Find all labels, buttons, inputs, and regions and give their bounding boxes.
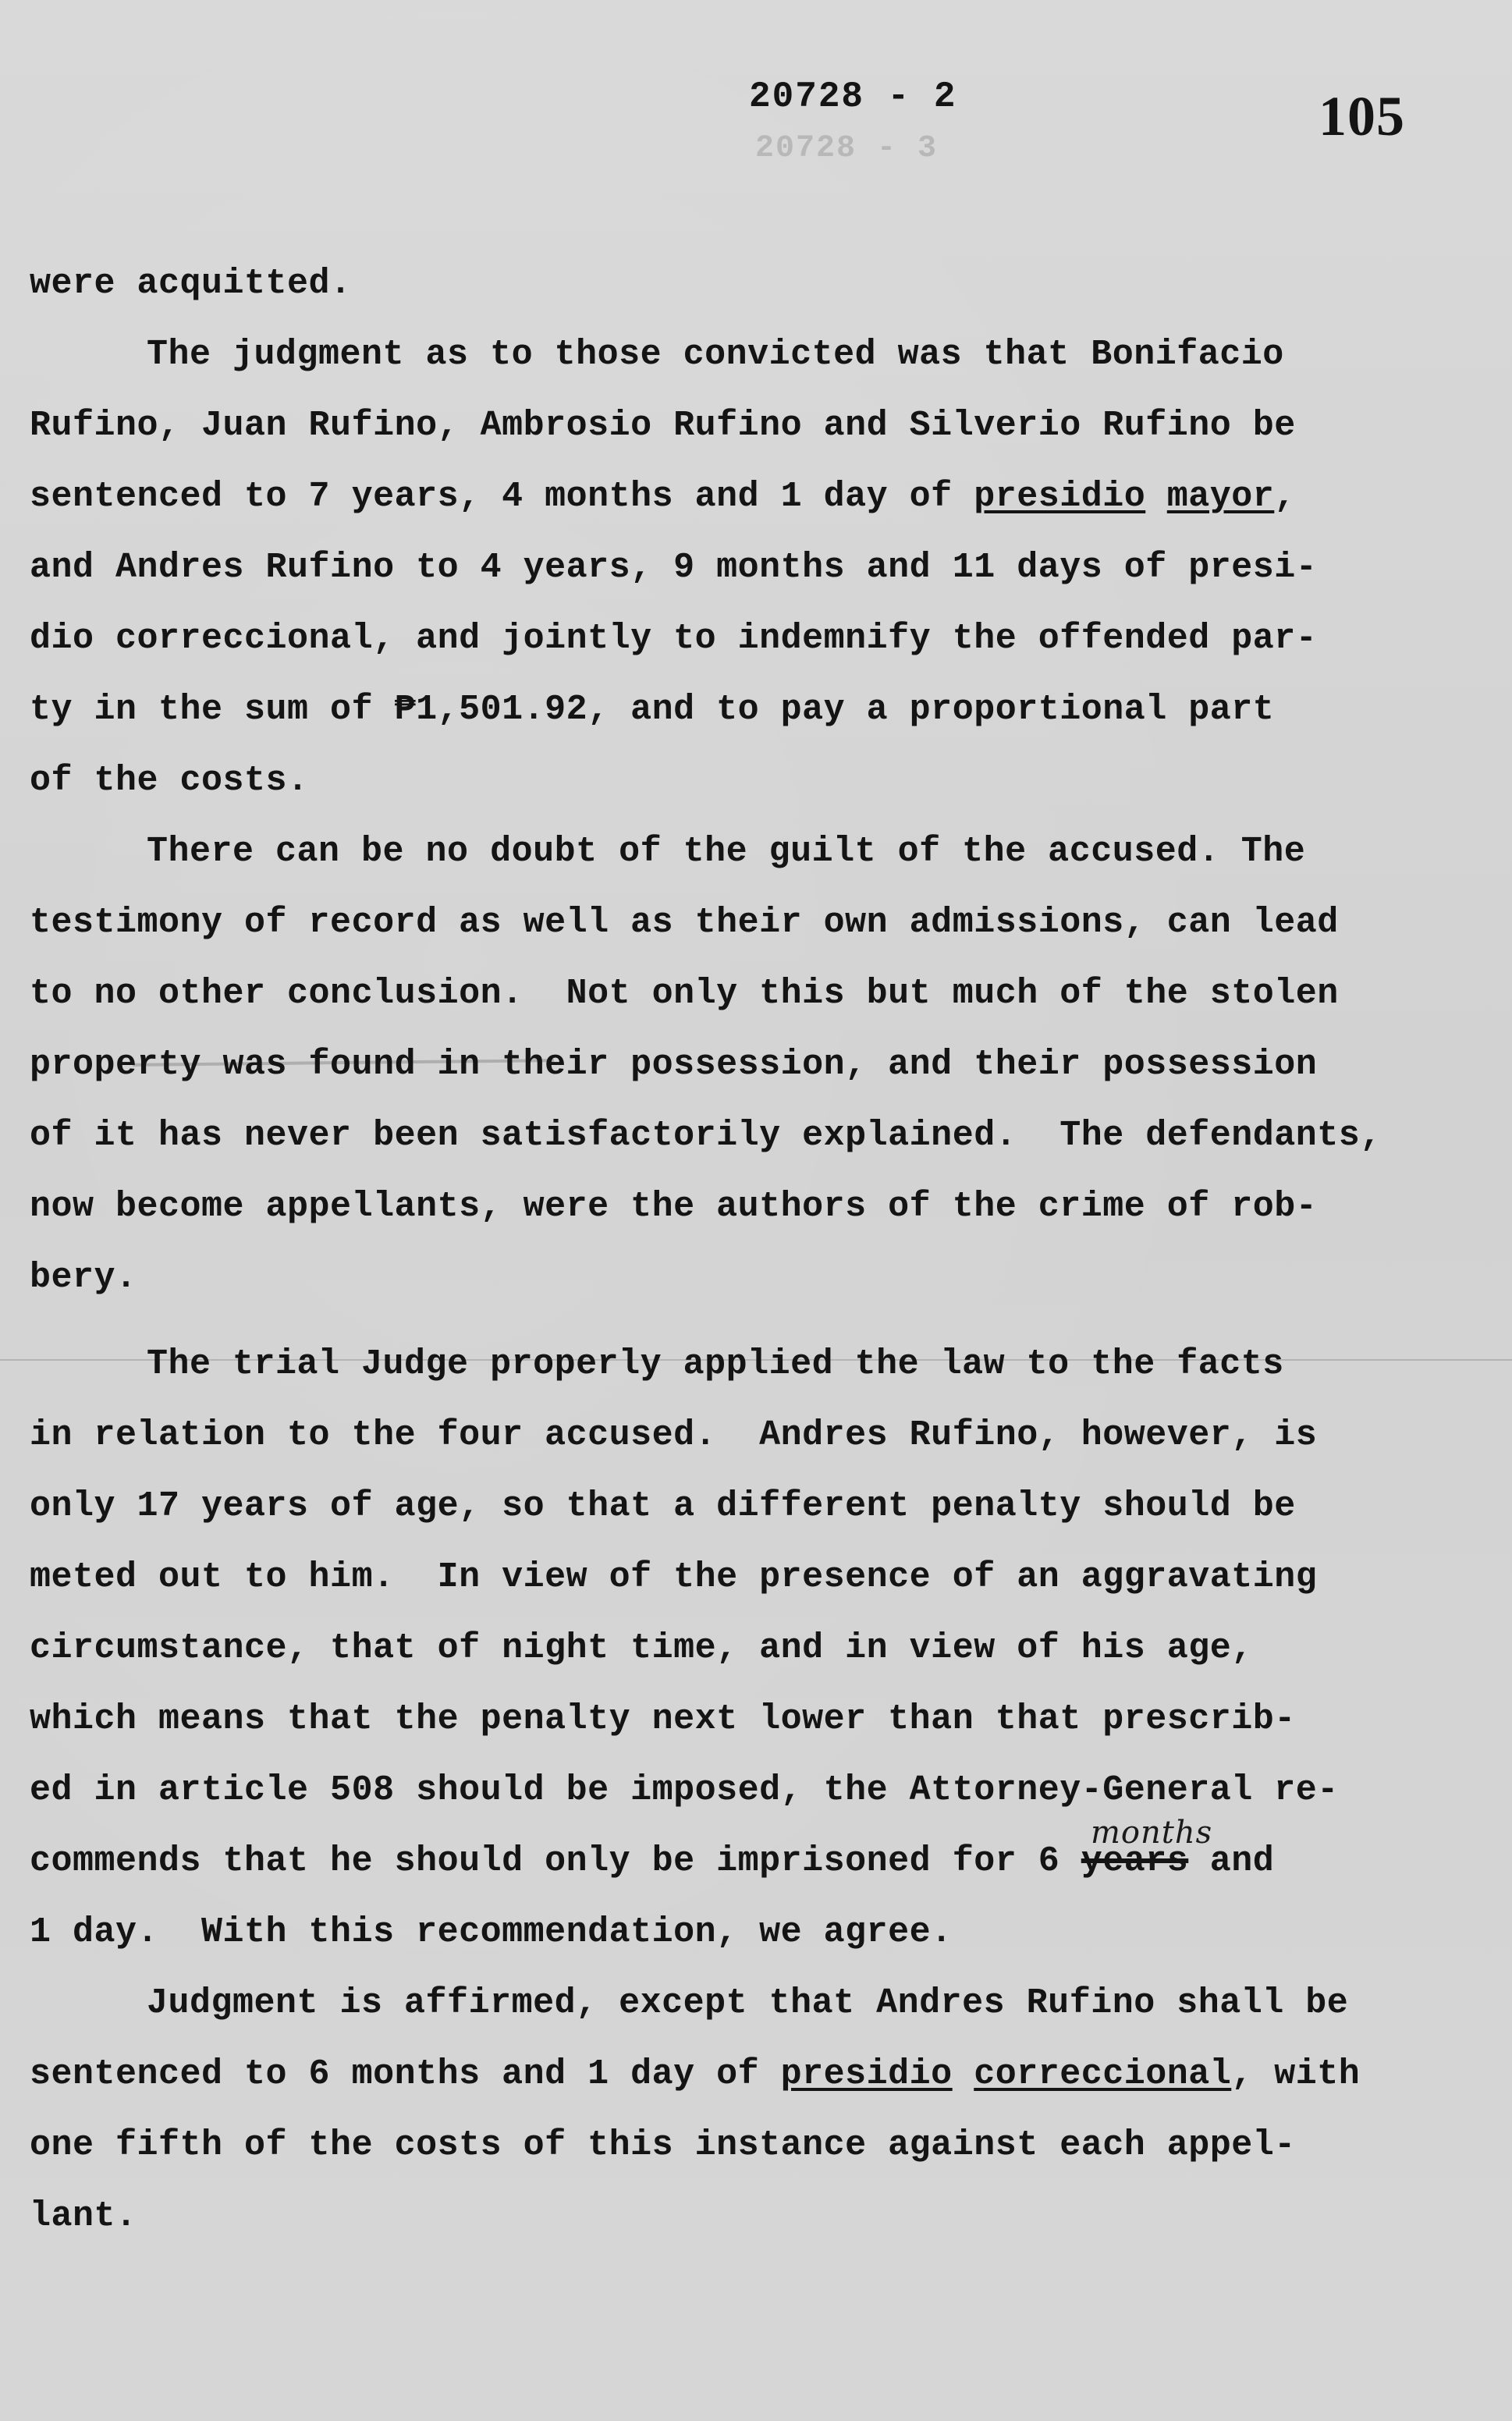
text-line: Rufino, Juan Rufino, Ambrosio Rufino and Silverio Rufino be <box>30 406 1296 446</box>
text-line: lant. <box>30 2196 137 2236</box>
text-span: sentenced to 7 years, 4 months and 1 day of <box>30 477 974 517</box>
text-line: one fifth of the costs of this instance against each appel- <box>30 2125 1296 2165</box>
text-span: , with <box>1231 2054 1361 2094</box>
text-span: and <box>1188 1841 1275 1881</box>
text-line: in relation to the four accused. Andres Rufino, however, is <box>30 1415 1318 1455</box>
paragraph-gap <box>30 1313 1387 1329</box>
text-span: sentenced to 6 months and 1 day of <box>30 2054 781 2094</box>
text-line: to no other conclusion. Not only this but much of the stolen <box>30 974 1339 1013</box>
underlined-term: mayor <box>1166 477 1275 517</box>
text-line: testimony of record as well as their own admissions, can lead <box>30 903 1339 942</box>
text-line <box>30 1815 1387 1897</box>
text-line: ty in the sum of ₱1,501.92, and to pay a proportional part <box>30 690 1275 729</box>
text-line: of it has never been satisfactorily explained. The defendants, <box>30 1116 1382 1155</box>
text-span: commends that he should only be imprisoned for 6 <box>30 1841 1081 1881</box>
text-line: property was found in their possession, and their possession <box>30 1045 1318 1084</box>
text-line: were acquitted. <box>30 264 352 304</box>
text-line: only 17 years of age, so that a different penalty should be <box>30 1486 1296 1526</box>
text-line <box>30 461 1387 532</box>
text-line: Judgment is affirmed, except that Andres Rufino shall be <box>147 1983 1349 2023</box>
text-line: and Andres Rufino to 4 years, 9 months and 11 days of presi- <box>30 548 1318 588</box>
text-line: meted out to him. In view of the presence of an aggravating <box>30 1557 1318 1597</box>
struck-word: years <box>1081 1841 1189 1881</box>
text-line: The trial Judge properly applied the law to the facts <box>147 1344 1284 1384</box>
text-line: dio correccional, and jointly to indemnify the offended par- <box>30 619 1318 658</box>
document-number: 20728 - 2 <box>749 76 957 117</box>
text-line: circumstance, that of night time, and in view of his age, <box>30 1628 1253 1668</box>
text-line: of the costs. <box>30 761 309 800</box>
text-line: bery. <box>30 1258 137 1297</box>
text-line: 1 day. With this recommendation, we agree. <box>30 1912 953 1952</box>
text-line: now become appellants, were the authors of the crime of rob- <box>30 1187 1318 1226</box>
text-line: which means that the penalty next lower than that prescrib- <box>30 1699 1296 1739</box>
page-number: 105 <box>1319 85 1405 147</box>
text-line <box>30 2039 1387 2110</box>
body-text <box>30 248 1387 2252</box>
handwritten-correction: months <box>1091 1815 1213 1851</box>
text-line: The judgment as to those convicted was that Bonifacio <box>147 335 1284 375</box>
text-line: There can be no doubt of the guilt of the accused. The <box>147 832 1306 871</box>
bleed-through-text: 20728 - 3 <box>755 131 939 166</box>
text-span: , <box>1274 477 1296 517</box>
underlined-term: correccional <box>974 2054 1232 2094</box>
underlined-term: presidio <box>974 477 1146 517</box>
underlined-term: presidio <box>780 2054 953 2094</box>
text-line: ed in article 508 should be imposed, the Attorney-General re- <box>30 1770 1339 1810</box>
